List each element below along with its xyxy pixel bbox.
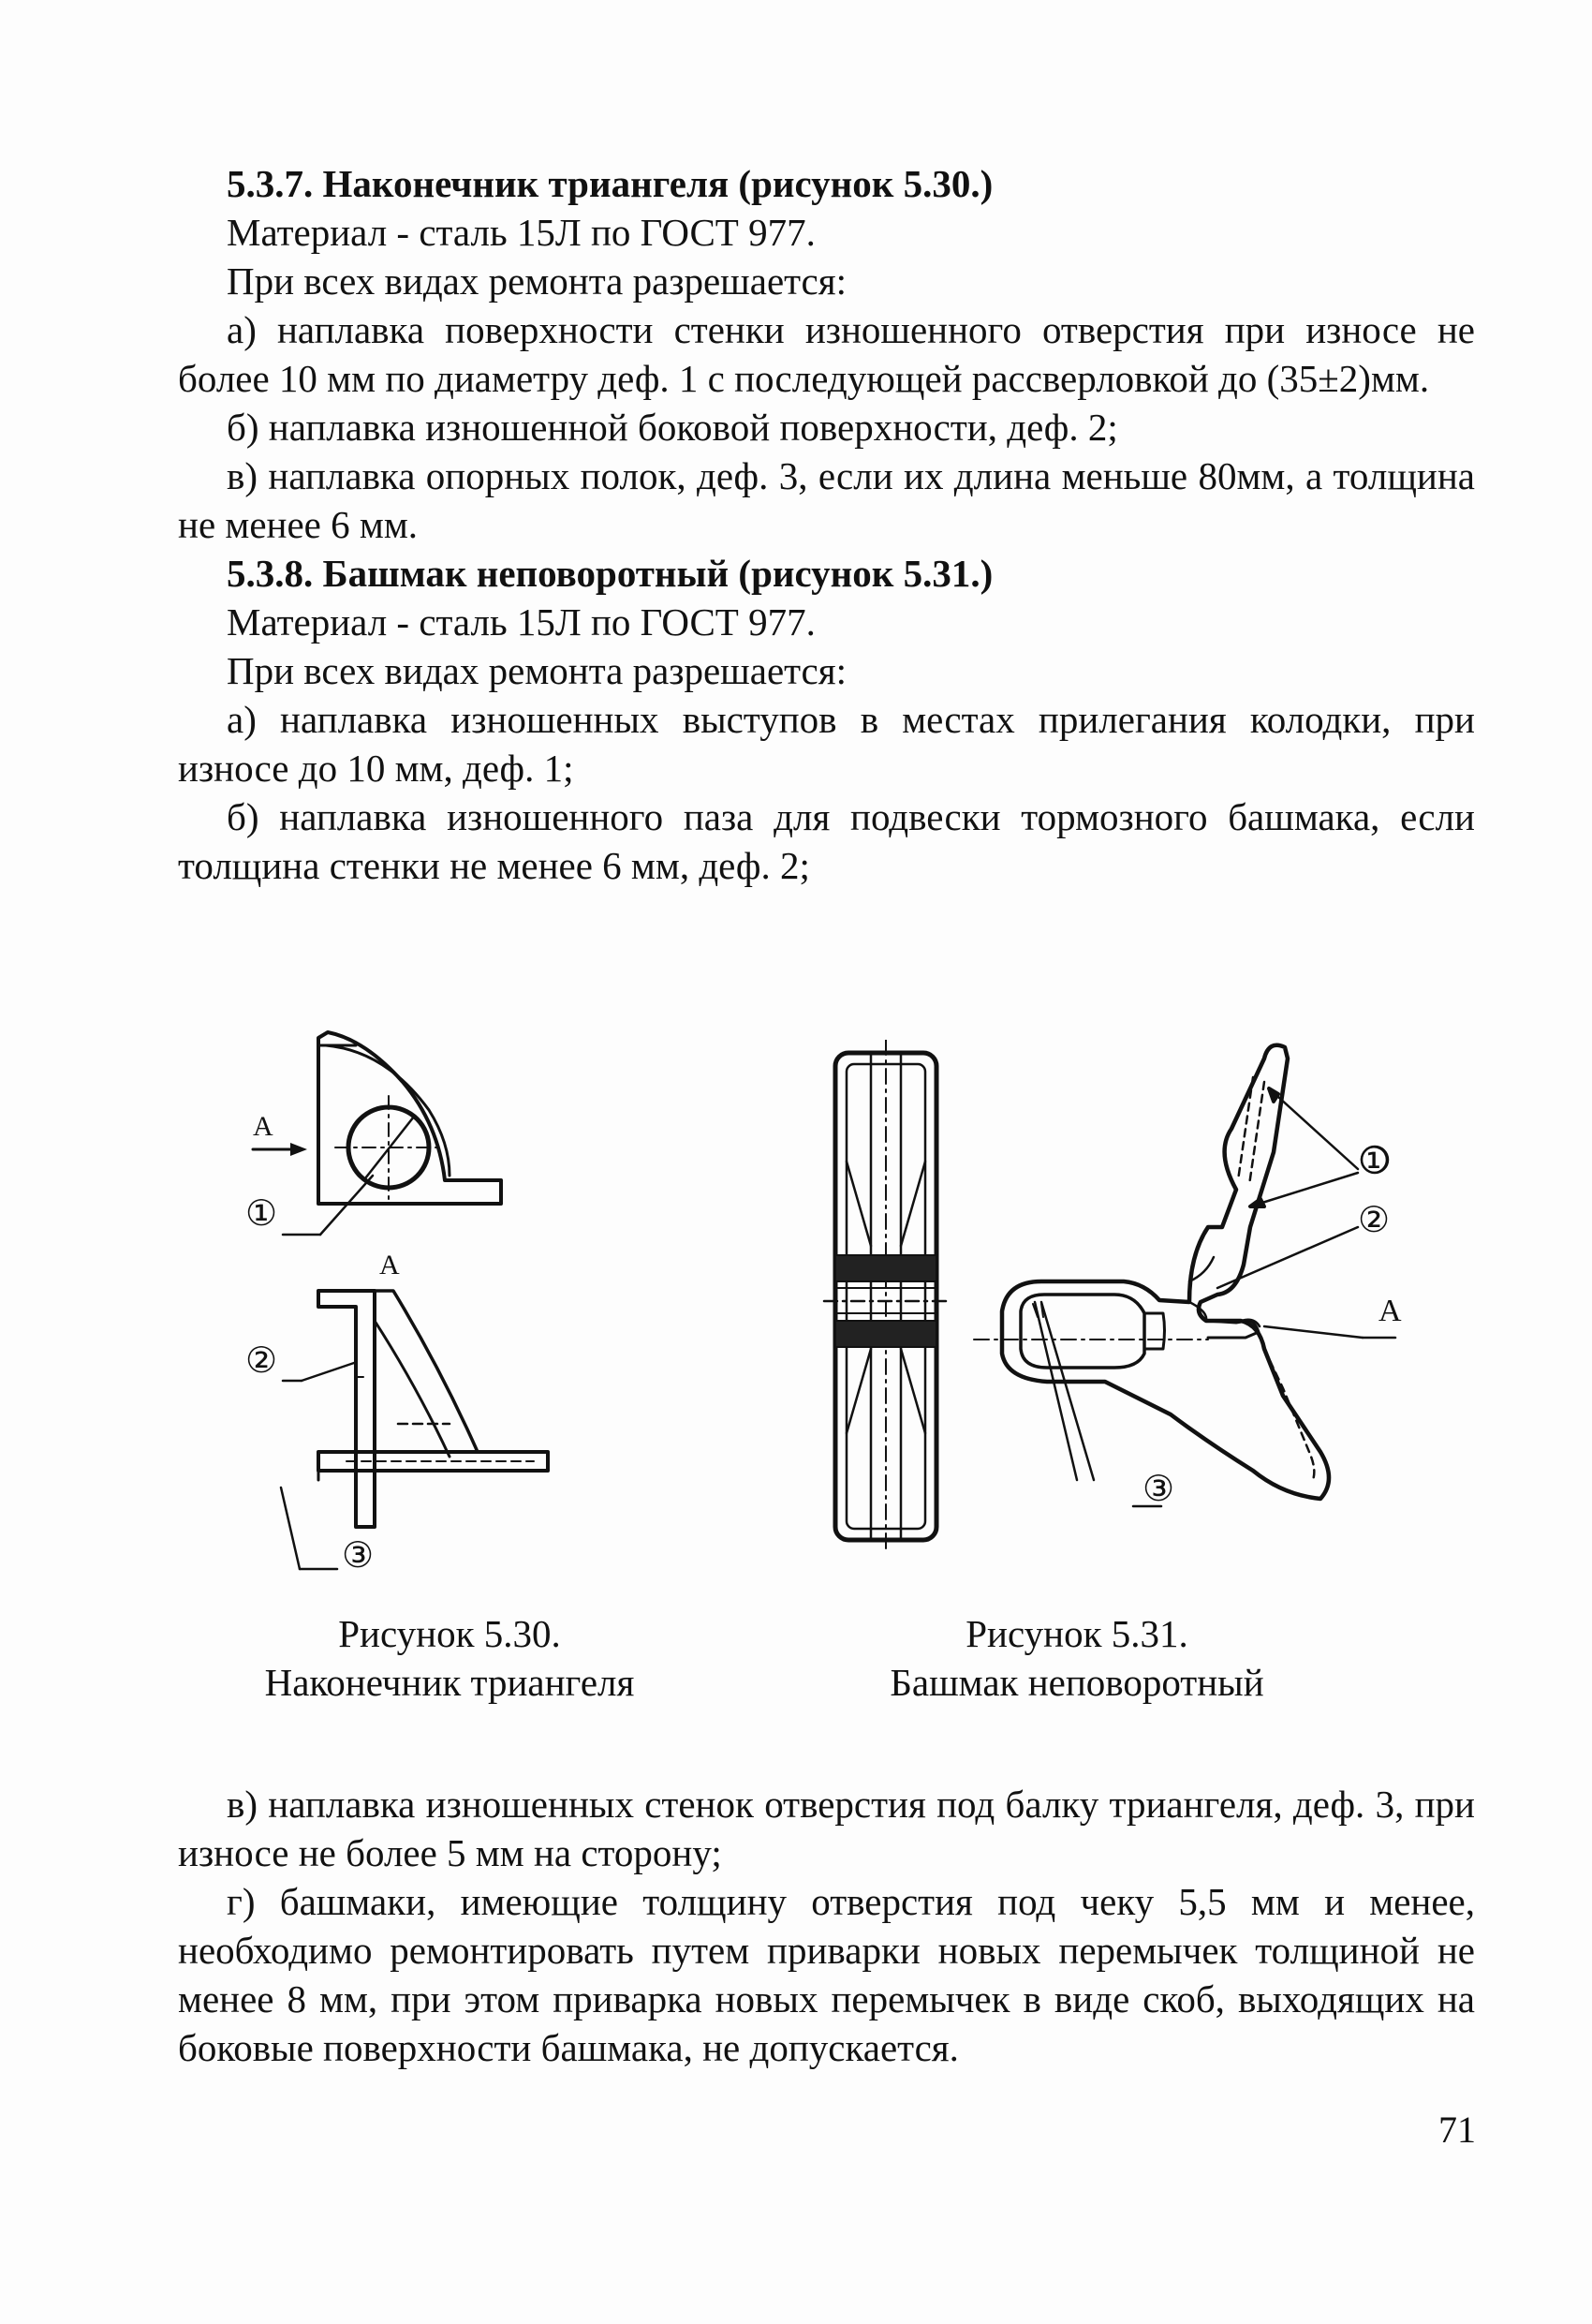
- figure-5-31-caption: [796, 1609, 1358, 1707]
- view-a-label: A: [253, 1111, 273, 1142]
- repair-item-g: г) башмаки, имеющие толщину отверстия под чеку 5,5 мм и менее, необходимо ремонтировать путем приварки новых перемычек толщиной не менее 8 мм, при этом приварка новых перемычек в виде скоб, выходящих на боковые поверхности башмака, не допускается.: [178, 1880, 1475, 2069]
- allowed-repairs-intro: При всех видах ремонта разрешается:: [227, 649, 848, 692]
- page-number: 71: [1438, 2109, 1476, 2151]
- repair-item-b: б) наплавка изношенного паза для подвески тормозного башмака, если толщина стенки не менее 6 мм, деф. 2;: [178, 795, 1475, 887]
- repair-item-b: б) наплавка изношенной боковой поверхности, деф. 2;: [227, 406, 1118, 449]
- section-text-top: [178, 159, 1475, 890]
- figure-5-31-drawing: [796, 1040, 1433, 1564]
- callout-1: ①: [245, 1194, 278, 1234]
- material-line: Материал - сталь 15Л по ГОСТ 977.: [227, 211, 816, 254]
- callout-3: ③: [1142, 1470, 1175, 1509]
- side-view-profile: [318, 1291, 375, 1527]
- section-heading-5-3-8: 5.3.8. Башмак неповоротный (рисунок 5.31.): [227, 552, 994, 595]
- section-text-bottom: [178, 1780, 1475, 2072]
- figure-number: Рисунок 5.30.: [338, 1612, 561, 1655]
- shoe-side-view: [974, 1045, 1329, 1499]
- view-a-label: A: [1378, 1294, 1402, 1328]
- callout-2: ②: [245, 1341, 278, 1381]
- figure-title: Наконечник триангеля: [264, 1661, 635, 1704]
- figure-title: Башмак неповоротный: [890, 1661, 1264, 1704]
- repair-item-a: а) наплавка изношенных выступов в местах прилегания колодки, при износе до 10 мм, деф. 1;: [178, 698, 1475, 790]
- repair-item-v: в) наплавка изношенных стенок отверстия под балку триангеля, деф. 3, при износе не более 5 мм на сторону;: [178, 1783, 1475, 1874]
- allowed-repairs-intro: При всех видах ремонта разрешается:: [227, 259, 848, 303]
- section-heading-5-3-7: 5.3.7. Наконечник триангеля (рисунок 5.30.): [227, 162, 994, 205]
- view-a-title: A: [379, 1250, 400, 1280]
- material-line: Материал - сталь 15Л по ГОСТ 977.: [227, 600, 816, 644]
- repair-item-v: в) наплавка опорных полок, деф. 3, если их длина меньше 80мм, а толщина не менее 6 мм.: [178, 454, 1475, 546]
- tip-body-outline: [318, 1032, 501, 1204]
- callout-2: ②: [1358, 1201, 1391, 1240]
- callout-3: ③: [342, 1536, 375, 1576]
- repair-item-a: а) наплавка поверхности стенки изношенного отверстия при износе не более 10 мм по диаметру деф. 1 с последующей рассверловкой до (35±2)мм.: [178, 308, 1475, 400]
- figure-5-30-caption: [206, 1609, 693, 1707]
- figure-number: Рисунок 5.31.: [966, 1612, 1188, 1655]
- figure-5-30-drawing: [215, 1012, 571, 1583]
- shoe-front-view: [824, 1040, 950, 1553]
- callout-1: ①: [1358, 1142, 1391, 1181]
